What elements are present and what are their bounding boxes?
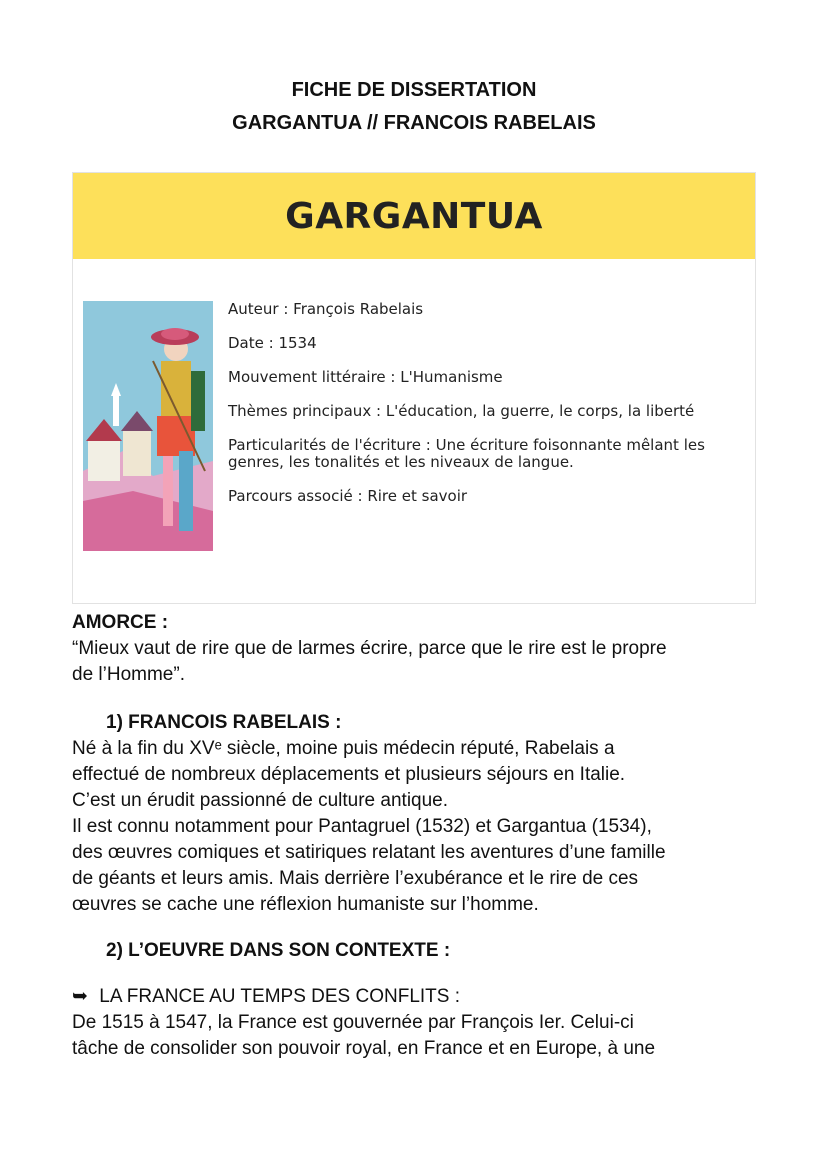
document-body	[72, 610, 762, 1062]
section-1-line: Né à la fin du XVᵉ siècle, moine puis médecin réputé, Rabelais a	[72, 738, 615, 759]
title-line-1: FICHE DE DISSERTATION	[291, 79, 537, 101]
title-line-2: GARGANTUA // FRANCOIS RABELAIS	[232, 112, 596, 134]
book-facts	[228, 301, 748, 522]
book-card	[72, 172, 756, 604]
book-cover-image	[83, 301, 213, 551]
section-1-line: effectué de nombreux déplacements et plusieurs séjours en Italie.	[72, 764, 626, 785]
section-1-line: œuvres se cache une réflexion humaniste sur l’homme.	[72, 894, 539, 915]
section-1-line: de géants et leurs amis. Mais derrière l’exubérance et le rire de ces	[72, 868, 639, 889]
document-title	[0, 74, 828, 140]
book-card-header	[73, 173, 755, 259]
book-card-title: GARGANTUA	[285, 195, 543, 237]
fact-author: Auteur : François Rabelais	[228, 300, 424, 318]
fact-writing: Particularités de l'écriture : Une écriture foisonnante mêlant les genres, les tonalités et les niveaux de langue.	[228, 436, 705, 471]
fact-movement: Mouvement littéraire : L'Humanisme	[228, 368, 503, 386]
fact-parcours: Parcours associé : Rire et savoir	[228, 487, 468, 505]
section-2-heading: 2) L’OEUVRE DANS SON CONTEXTE :	[106, 940, 451, 961]
section-2-line: De 1515 à 1547, la France est gouvernée par François Ier. Celui-ci	[72, 1012, 634, 1033]
amorce-heading: AMORCE :	[72, 612, 169, 633]
section-2-line: tâche de consolider son pouvoir royal, en France et en Europe, à une	[72, 1038, 656, 1059]
section-1-line: Il est connu notamment pour Pantagruel (1532) et Gargantua (1534),	[72, 816, 652, 837]
fact-themes: Thèmes principaux : L'éducation, la guerre, le corps, la liberté	[228, 402, 695, 420]
section-2-subheading-text: LA FRANCE AU TEMPS DES CONFLITS :	[99, 986, 461, 1007]
amorce-quote-line-1: “Mieux vaut de rire que de larmes écrire, parce que le rire est le propre	[72, 638, 667, 659]
section-1-heading: 1) FRANCOIS RABELAIS :	[106, 712, 342, 733]
arrow-right-icon: ➥	[72, 986, 88, 1007]
section-2-subheading	[72, 984, 762, 1010]
section-1-line: C’est un érudit passionné de culture antique.	[72, 790, 449, 811]
section-1-line: des œuvres comiques et satiriques relatant les aventures d’une famille	[72, 842, 666, 863]
fact-date: Date : 1534	[228, 334, 317, 352]
amorce-quote-line-2: de l’Homme”.	[72, 664, 185, 685]
